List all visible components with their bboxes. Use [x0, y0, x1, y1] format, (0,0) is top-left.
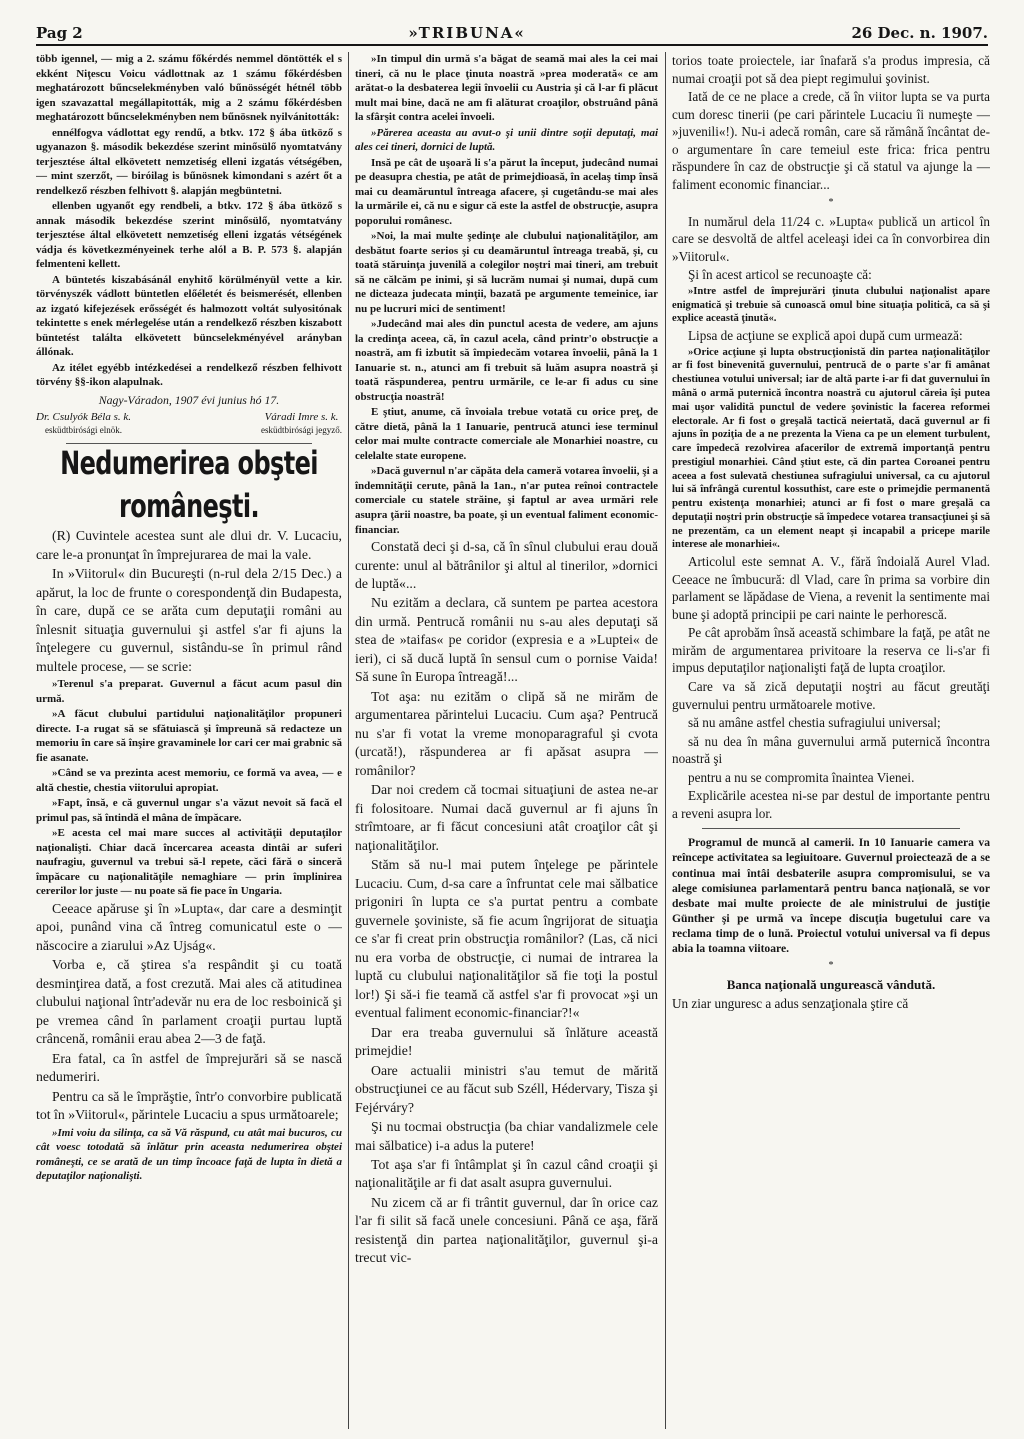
quote-paragraph: »Fapt, însă, e că guvernul ungar s'a văzut nevoit să facă el primul pas, să întindă el mâna de împăcare.: [36, 797, 342, 824]
article-paragraph: Şi nu tocmai obstrucţia (ba chiar vandalizmele cele mai sălbatice) i-a adus la putere!: [355, 1119, 658, 1153]
signer-title: esküdtbirósági jegyző.: [261, 424, 342, 435]
quote-paragraph: »Dacă guvernul n'ar căpăta dela cameră votarea învoelii, şi a îndemnităţii cerute, până la 1an., n'ar putea reînoi contractele comerciale cu statele străine, şi faptul ar avea urmări rele asupra ţării noastre, ba poate, şi un eventual faliment economic-financiar.: [355, 465, 658, 536]
news-item: [672, 835, 990, 956]
verdict-signatures: [36, 410, 342, 436]
article-paragraph: pentru a nu se compromita înaintea Vienei.: [688, 769, 915, 785]
quote-paragraph: E ştiut, anume, că învoiala trebue votată cu orice preţ, de către dietă, până la 1 Ianuarie, pentrucă atunci iese terminul celor mai multe contracte comerciale ale Monarhiei noastre, cu celelalte state europene.: [355, 406, 658, 462]
news-title: Programul de muncă al camerii.: [688, 836, 855, 850]
article-paragraph: Iată de ce ne place a crede, că în viitor lupta se va purta cum doresc tinerii (pe cari părintele Lucaciu îi numeşte — »juvenili«!). Nu-i adecă român, care să rămână încântat de-o argumentare în care temeiul este frica: frica pentru răspundere în caz de obstrucţie şi că statul va ajunge la — faliment economic financiar...: [672, 89, 990, 192]
article-paragraph: Articolul este semnat A. V., fără îndoială Aurel Vlad. Ceeace ne îmbucură: dl Vlad, care în prima sa vorbire din parlament se lăpădase de Viena, a revenit la sentimente mai bune şi adoptă principii pe cari nainte le perhorescă.: [672, 554, 990, 622]
article-paragraph: Şi în acest articol se recunoaşte că:: [688, 267, 872, 283]
quote-paragraph: Insă pe cât de uşoară li s'a părut la început, judecând numai pe deasupra chestia, pe atât de primejdioasă, în acelaş timp însă mai cu deamăruntul întreaga afacere, şi cugetându-se mai ales la urmările ei, că nu e sigur că este la astfel de obstrucţie, asupra poporului românesc.: [355, 156, 658, 227]
article-paragraph: Tot aşa: nu ezităm o clipă să ne mirăm de argumentarea părintelui Lucaciu. Cum aşa? Pentrucă nu s'ar fi votat la vreme monoparagraful şi cvota (urcată!), răspunderea ar fi apăsat asupra — românilor?: [355, 688, 658, 778]
article-paragraph: In numărul dela 11/24 c. »Lupta« publică un articol în care se desvoltă de altfel aceleaşi idei ca în convorbirea din »Viitorul«.: [672, 213, 990, 264]
hungarian-verdict-text: több igennel, — mig a 2. számu főkérdés nemmel döntötték el s ekként Niţescu Voicu vádlottnak az 1 számu főkérdésben meghatározott bűncselekményben való bűnösségét hétnél több igen szavazattal megállapitották, mig a 2 számu főkérdésben meghatározott bűncselekményben nem bűnösnek nyilvánitották:: [36, 53, 342, 124]
quote-paragraph: »In timpul din urmă s'a băgat de seamă mai ales la cei mai tineri, că nu le place ţinuta noastră »prea moderată« ce am arătat-o la desbaterea legii învoelii cu Austria şi că l-ar fi plăcut mult mai bine, dacă ne am fi alăturat croaţilor, obstruând până la sfârşit contra acelei învoeli.: [355, 53, 658, 124]
hungarian-verdict-text: ellenben ugyanőt egy rendbeli, a btkv. 172 § ába ütköző s annak második bekezdése szerint minősülő, nyomtatvány terjesztése által elkövetett nemzetiség elleni izgatás vétségének vádja és következményeinek terhe alól a B. P. 573 §. alapján felmenteni kellett.: [36, 200, 342, 271]
article-paragraph: Pe cât aprobăm însă această schimbare la faţă, pe atât ne mirăm de argumentarea privitoare la reserva ce li-s'ar fi impus deputaţilor naţionalişti faţă de lupta croaţilor.: [672, 625, 990, 676]
article-paragraph: să nu dea în mâna guvernului armă puternică încontra noastră şi: [672, 733, 990, 767]
article-paragraph: Care va să zică deputaţii noştri au făcut greutăţi guvernului pentru următoarele motive.: [672, 679, 990, 712]
column-rule: [665, 52, 666, 1429]
article-paragraph: Tot aşa s'ar fi întâmplat şi în cazul când croaţii şi naţionalităţile ar fi dat asalt asupra guvernului.: [355, 1157, 658, 1191]
column-2: [355, 52, 658, 1429]
quote-paragraph: »Intre astfel de împrejurări ţinuta clubului naţionalist apare enigmatică şi trebuie să cunoască omul bine situaţia politică, ca să şi explice această ţinută«.: [672, 285, 990, 325]
quote-paragraph: »Părerea aceasta au avut-o şi unii dintre soţii deputaţi, mai ales cei tineri, dornici de luptă.: [355, 126, 658, 154]
quote-paragraph: »Imi voiu da silinţa, ca să Vă răspund, cu atât mai bucuros, cu cât voesc totodată să înlătur prin aceasta nedumerirea obştei româneşti, ce se arată de un timp încoace faţă de lupta în dietă a deputaţilor naţionalişti.: [36, 1126, 342, 1183]
section-divider: *: [828, 959, 834, 971]
signer: [261, 410, 342, 436]
article-paragraph: Pentru ca să le împrăştie, într'o convorbire publicată tot în »Viitorul«, părintele Lucaciu a spus următoarele;: [36, 1088, 342, 1123]
article-paragraph: Dar era treaba guvernului să înlăture această primejdie!: [355, 1024, 658, 1059]
hungarian-verdict-text: ennélfogva vádlottat egy rendű, a btkv. 172 § ába ütköző s ugyanazon §. második bekezdése szerint minősülő nyomtatvány terjesztése által elkövetett nemzetiség elleni izgatás vétségében, — mint szerzőt, — biróilag is bűnösnek kimondani s azért őt a rendelkező részben felhivott §. alapján megbüntetni.: [36, 126, 342, 197]
hungarian-verdict-text: A büntetés kiszabásánál enyhitő körülményül vette a kir. törvényszék vádlott büntetlen előéletét és beismerését, ellenben az izgató kifejezések erősségét és halmozott voltát sulyositónak tekintette s enek mérlegelése után a rendelkező részben kiszabott büntetést találta elkövetett büncselekményével arányban állónak.: [36, 273, 342, 359]
article-paragraph: Ceeace apăruse şi în »Lupta«, dar care a desminţit apoi, punând vina că întreg comunicatul este o — născocire a ziarului »Az Ujság«.: [36, 900, 342, 953]
article-paragraph: Explicările acestea ni-se par destul de importante pentru a reveni asupra lor.: [672, 788, 990, 821]
news-text: Un ziar unguresc a adus senzaţionala ştire că: [672, 996, 909, 1012]
signer-title: esküdtbirósági elnök.: [45, 424, 122, 435]
column-3: [672, 52, 990, 1429]
quote-paragraph: »A făcut clubului partidului naţionalităţilor propuneri directe. I-a rugat să se sfătuiască şi împreună să redacteze un memoriu în care să înşire gravaminele lor cari cer mai grabnic să fie asanate.: [36, 708, 342, 764]
signer-name: Dr. Csulyók Béla s. k.: [36, 411, 132, 424]
column-rule: [348, 52, 349, 1429]
column-1: [36, 52, 342, 1429]
page-header: [36, 14, 988, 46]
newspaper-title: »TRIBUNA«: [408, 24, 526, 42]
article-headline: Nedumerirea obştei româneşti.: [60, 444, 318, 525]
article-paragraph: Dar noi credem că tocmai situaţiuni de astea ne-ar fi folositoare. Numai dacă guvernul ar fi ajuns în strîmtoare, ar fi făcut concesiuni atât croaţilor cât şi naţionalităţilor.: [355, 782, 658, 853]
quote-paragraph: »Judecând mai ales din punctul acesta de vedere, am ajuns la credinţa aceea, că, în cazul acela, când printr'o obstrucţie a noastră, am fi izbutit să împiedecăm votarea învoelii, până la 1 Ianuarie st. n., atunci am fi trebuit să luăm asupra noastră şi toată răspunderea, pentru urmările, ce le-ar fi adus cu sine obstrucţia noastră!: [355, 318, 658, 403]
quote-paragraph: »Când se va prezinta acest memoriu, ce formă va avea, — e altă chestie, chestia viitorului apropiat.: [36, 767, 342, 794]
article-paragraph: Nu zicem că ar fi trântit guvernul, dar în orice caz l'ar fi silit să facă unele concesiuni. Până ce aşa, fără resistenţă din partea naţionalităţilor, guvernul şi-a trecut vic-: [355, 1194, 658, 1266]
news-text: In 10 Ianuarie camera va reîncepe activitatea sa legiuitoare. Guvernul proiectează de a se continua mai întâi desbaterile asupra compromisului, se va alege comisiunea parlamentară pentru banca naţională, se vor desbate mai multe proiecte de ale ministrului de justiţie Günther şi pe urmă va începe discuţia bugetului care va reclama timp de o lună. Proiectul votului universal va fi depus abia la toamna viitoare.: [672, 836, 990, 955]
page-number: Pag 2: [36, 24, 83, 42]
article-paragraph: Nu ezităm a declara, că suntem pe partea acestora din urmă. Pentrucă românii nu s-au ales deputaţi să stea de »taifas« pe coridor (expresia e a »Luptei« de ieri), ci să ducă luptă în sensul cum o pornise Vaida! Să sune în Europa întreagă!...: [355, 595, 658, 685]
quote-paragraph: »Orice acţiune şi lupta obstrucţionistă din partea naţionalităţilor ar fi fost binevenită guvernului, pentrucă de o parte s'ar fi amânat chestiunea votului universal; iar de altă parte i-ar fi dat guvernului în mână o armă puternică încontra noastră cu ajutorul căreia îşi putea mai uşor validită punctul de vedere şovinistic la facerea reformei electorale. Ar fi fost o greşală tactică neiertată, dacă guvernul ar fi ajuns în poziţia de a ne prezenta la Viena ca pe un element turbulent, care împedecă rezolvirea afacerilor de extremă importanţă pentru prestigiul monarhiei. Când ştiut este, că din partea Coroanei pentru aceea a fost sulevată chestiunea sufragiului universal, ca cu ajutorul lui să înfrângă curentul kossuthist, care este o primejdie permanentă pentru existenţa monarhiei; atunci ar fi fost o mare greşală ca deputaţii noştri prin obstrucţie să împedece votarea transacţiunei şi să ne prezentăm, ca un element neapt şi incapabil a pricepe marile interese ale monarhiei«.: [672, 346, 990, 551]
signer-name: Váradi Imre s. k.: [264, 411, 339, 424]
quote-paragraph: »Terenul s'a preparat. Guvernul a făcut acum pasul din urmă.: [36, 678, 342, 705]
hungarian-verdict-text: Az itélet egyébb intézkedései a rendelkező részben felhivott törvény §§-ikon alapulnak.: [36, 361, 342, 389]
article-paragraph: să nu amâne astfel chestia sufragiului universal;: [688, 715, 941, 731]
quote-paragraph: »Noi, la mai multe şedinţe ale clubului naţionalităţilor, am desbătut foarte serios şi cu deamăruntul întreaga treabă, şi, cu toată stăruinţa juvenilă a colegilor noştri mai tineri, am trebuit să ne călcăm pe inimi, şi să lucrăm numai şi numai, după cum ne dicteaza judecata minţii, bazată pe argumente temeinice, iar nu pe lucruri mici de sentiment!: [355, 230, 658, 315]
article-paragraph: In »Viitorul« din Bucureşti (n-rul dela 2/15 Dec.) a apărut, la loc de frunte o corespondenţă din Budapesta, în care, după ce se arăta cum deputaţii români au înlesnit situaţia guvernului şi astfel s'ar fi ajuns la înţelegere cu guvernul, sistându-se în primul rând multele procese, — se scrie:: [36, 566, 342, 674]
issue-date: 26 Dec. n. 1907.: [851, 24, 988, 42]
section-divider: *: [828, 197, 834, 209]
article-paragraph: Constată deci şi d-sa, că în sînul clubului erau două curente: unul al bătrânilor şi altul al tinerilor, »dornici de luptă«...: [355, 539, 658, 591]
quote-paragraph: »E acesta cel mai mare succes al activităţii deputaţilor naţionalişti. Chiar dacă încercarea aceasta dintâi ar suferi naufragiu, guvernul va trebui să-l repete, căci fără o sinceră împăcare cu naţionalităţile nemaghiare — prin împlinirea cererilor lor juste — nu poate să fie pace în Ungaria.: [36, 827, 342, 898]
article-paragraph: Era fatal, ca în astfel de împrejurări să se nască nedumeriri.: [36, 1050, 342, 1085]
article-paragraph: Lipsa de acţiune se explică apoi după cum urmează:: [688, 328, 963, 344]
article-paragraph: Oare actualii ministri s'au temut de mărită obstrucţiunei ce au făcut sub Széll, Hédervary, Tisza şi Fejérváry?: [355, 1062, 658, 1115]
article-paragraph: torios toate proiectele, iar înafară s'a produs impresia, că numai croaţii pot să dea piept regimului şovinist.: [672, 53, 990, 86]
section-divider: [702, 828, 960, 829]
article-paragraph: Stăm să nu-l mai putem înţelege pe părintele Lucaciu. Cum, d-sa care a înfruntat cele mai sălbatice prigoniri în lupta ce s'a purtat pentru a combate guvernele şoviniste, să fie acum îngrijorat de situaţia ce s'ar fi creat prin obstrucţia românilor? (Las, că nici nu era vorba de obstrucţie, ci numai de intrarea la luptă cu clubului naţionalităţilor să fie toţi la postul lor!) Şi să-i fie teamă că astfel s'ar fi provocat »şi un eventual faliment economic-financiar?!«: [355, 857, 658, 1021]
news-title: Banca naţională ungurească vândută.: [726, 977, 936, 993]
article-paragraph: Vorba e, că ştirea s'a respândit şi cu toată desminţirea dată, a fost crezută. Mai ales că atitudinea clubului naţional într'adevăr nu era de loc resboinică şi pe vremea când în parlament croaţii purtau luptă crâncenă, românii erau abea 2—3 de faţă.: [36, 957, 342, 1047]
article-paragraph: (R) Cuvintele acestea sunt ale dlui dr. V. Lucaciu, care le-a pronunţat în împrejurarea de mai la vale.: [36, 528, 342, 562]
verdict-place-date: Nagy-Váradon, 1907 évi junius hó 17.: [98, 392, 280, 407]
signer: [36, 410, 131, 436]
